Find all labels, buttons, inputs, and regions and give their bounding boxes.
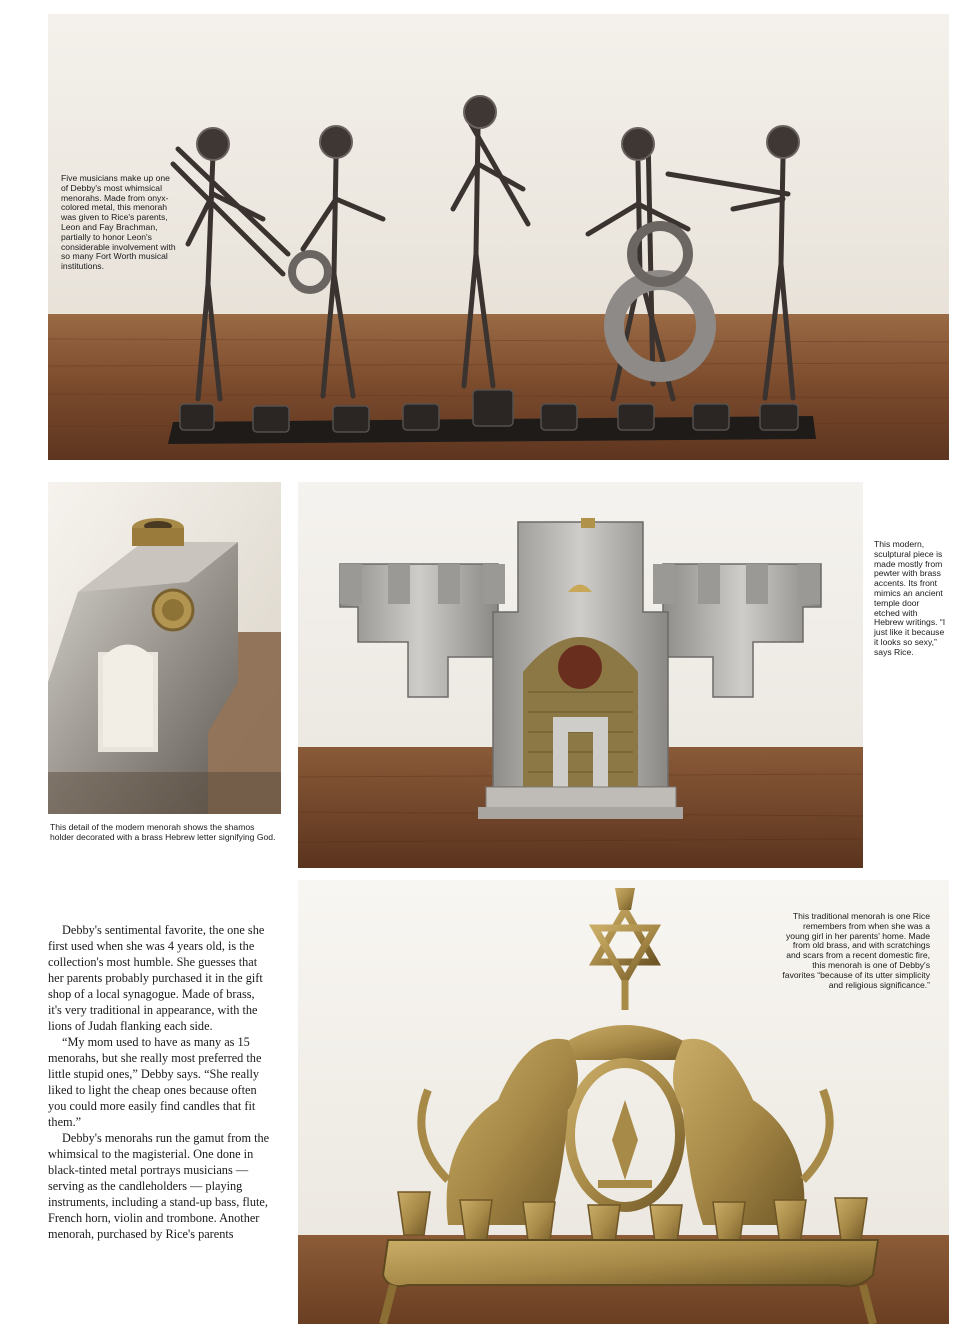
article-body <box>48 922 270 1242</box>
modern-menorah-caption: This modern, sculptural piece is made mostly from pewter with brass accents. Its front mimics an ancient temple door etched with Hebrew writings. “I just like it because it looks so sexy,” says Rice. <box>874 539 946 657</box>
musicians-menorah-photo <box>48 14 949 460</box>
modern-temple-menorah-photo <box>298 482 863 868</box>
article-paragraph: Debby's menorahs run the gamut from the whimsical to the magisterial. One done in black-tinted metal portrays musicians — serving as the candleholders — playing instruments, including a stand-up bass, flute, French horn, violin and trombone. Another menorah, purchased by Rice's parents <box>48 1131 270 1241</box>
traditional-menorah-caption: This traditional menorah is one Rice remembers from when she was a young girl in her parents' home. Made from old brass, and with scratchings and scars from a recent domestic fire, this menorah is one of Debby's favorites “because of its utter simplicity and religious significance.” <box>782 911 930 990</box>
article-paragraph: “My mom used to have as many as 15 menorahs, but she really most preferred the little stupid ones,” Debby says. “She really liked to light the cheap ones because often you could more easily find candles that fit them.” <box>48 1035 262 1129</box>
shamos-detail-photo <box>48 482 281 814</box>
shamos-detail-caption: This detail of the modern menorah shows the shamos holder decorated with a brass Hebrew letter signifying God. <box>50 822 276 842</box>
musicians-caption: Five musicians make up one of Debby's most whimsical menorahs. Made from onyx-colored metal, this menorah was given to Rice's parents, Leon and Fay Brachman, partially to honor Leon's considerable involvement with so many Fort Worth musical institutions. <box>61 173 176 272</box>
article-paragraph: Debby's sentimental favorite, the one she first used when she was 4 years old, is the collection's most humble. She guesses that her parents probably purchased it in the gift shop of a local synagogue. Made of brass, it's very traditional in appearance, with the lions of Judah flanking each side. <box>48 923 265 1033</box>
